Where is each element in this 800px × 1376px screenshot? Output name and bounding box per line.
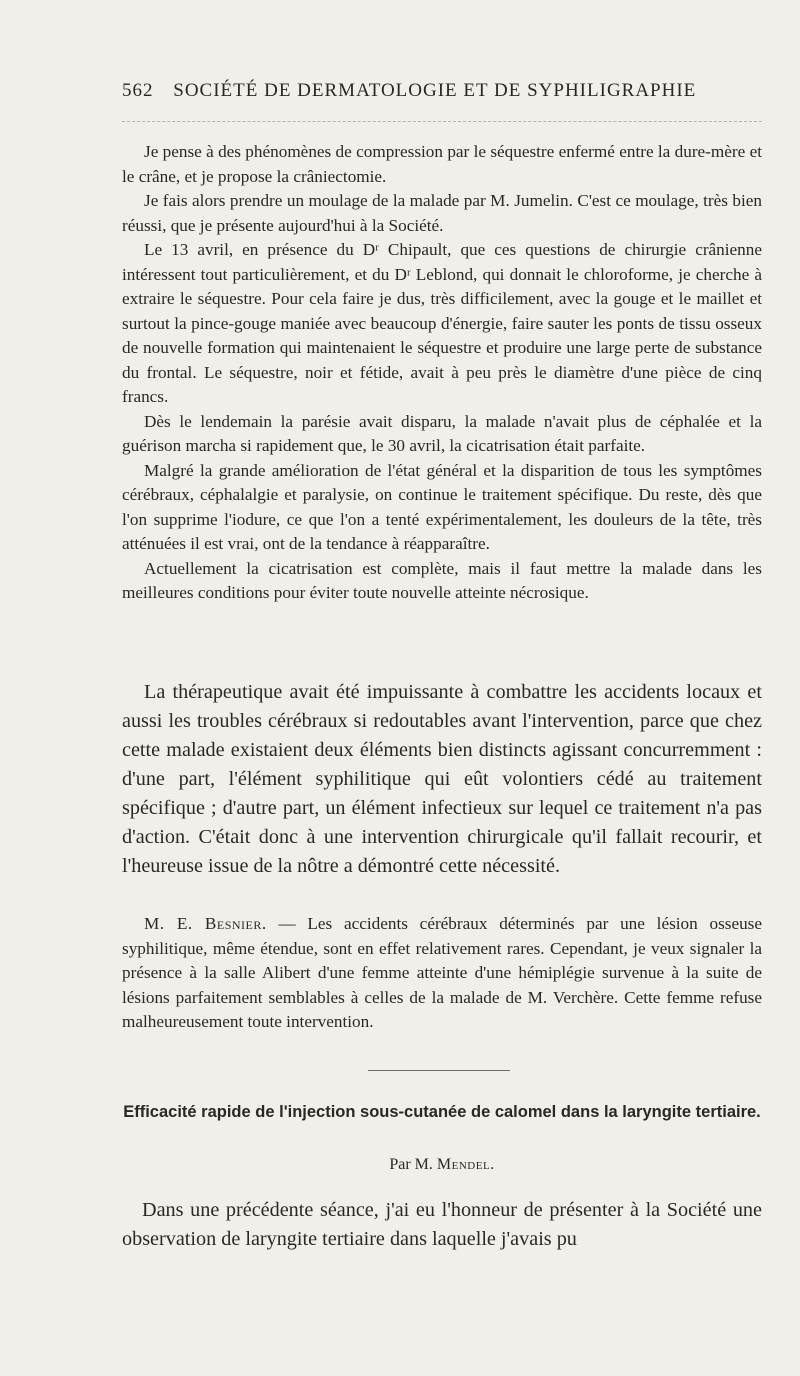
paragraph [122,912,762,1035]
article-body [122,1196,762,1254]
therapeutic-discussion [122,678,762,881]
paragraph: La thérapeutique avait été impuissante à combattre les accidents locaux et aussi les troubles cérébraux si redoutables avant l'intervention, parce que chez cette malade existaient deux éléments bien distincts agissant concurremment : d'une part, l'élément syphilitique qui eût volontiers cédé au traitement spécifique ; d'autre part, un élément infectieux sur lequel ce traitement n'a pas d'action. C'était donc à une intervention chirurgicale qu'il fallait recourir, et l'heureuse issue de la nôtre a démontré cette nécessité. [122,681,762,877]
paragraph: Actuellement la cicatrisation est complète, mais il faut mettre la malade dans les meilleures conditions pour éviter toute nouvelle atteinte nécrosique. [122,558,762,602]
paragraph: Je fais alors prendre un moulage de la malade par M. Jumelin. C'est ce moulage, très bien réussi, que je présente aujourd'hui à la Société. [122,191,762,235]
header-rule [122,121,762,122]
section-divider [368,1070,510,1071]
article-title: Efficacité rapide de l'injection sous-cutanée de calomel dans la laryngite tertiaire. [123,1103,761,1121]
running-header [122,80,762,102]
article-byline [122,1156,762,1174]
comment-text: — Les accidents cérébraux déterminés par une lésion osseuse syphilitique, même étendue, sont en effet relativement rares. Cependant, je veux signaler la présence à la salle Alibert d'une femme atteinte d'une hémiplégie survenue à la suite de lésions parfaitement semblables à celles de la malade de M. Verchère. Cette femme refuse malheureusement toute intervention. [122,914,762,1031]
case-report-text [122,140,762,606]
running-title: SOCIÉTÉ DE DERMATOLOGIE ET DE SYPHILIGRAPHIE [173,80,697,101]
paragraph: Dès le lendemain la parésie avait disparu, la malade n'avait plus de céphalée et la guérison marcha si rapidement que, le 30 avril, la cicatrisation était parfaite. [122,411,762,455]
paragraph: Le 13 avril, en présence du Dʳ Chipault, que ces questions de chirurgie crânienne intéressent tout particulièrement, et du Dʳ Leblond, qui donnait le chloroforme, je cherche à extraire le séquestre. Pour cela faire je dus, très difficilement, avec la gouge et le maillet et surtout la pince-gouge maniée avec beaucoup d'énergie, faire sauter les ponts de tissu osseux de nouvelle formation qui maintenaient le séquestre et produire une large perte de substance du frontal. Le séquestre, noir et fétide, avait à peu près le diamètre d'une pièce de cinq francs. [122,240,762,406]
paragraph: Dans une précédente séance, j'ai eu l'honneur de présenter à la Société une observation de laryngite tertiaire dans laquelle j'avais pu [122,1199,762,1250]
speaker-name: M. E. Besnier. [144,914,267,933]
paragraph: Je pense à des phénomènes de compression par le séquestre enfermé entre la dure-mère et le crâne, et je propose la crâniectomie. [122,142,762,186]
paragraph: Malgré la grande amélioration de l'état général et la disparition de tous les symptômes cérébraux, céphalalgie et paralysie, on continue le traitement spécifique. Du reste, dès que l'on supprime l'iodure, ce que l'on a tenté expérimentalement, les douleurs de la tête, très atténuées il est vrai, ont de la tendance à réapparaître. [122,460,762,553]
besnier-comment [122,912,762,1035]
byline-prefix: Par M. [389,1156,433,1173]
page-number: 562 [122,80,154,101]
author-name: Mendel. [436,1156,495,1173]
